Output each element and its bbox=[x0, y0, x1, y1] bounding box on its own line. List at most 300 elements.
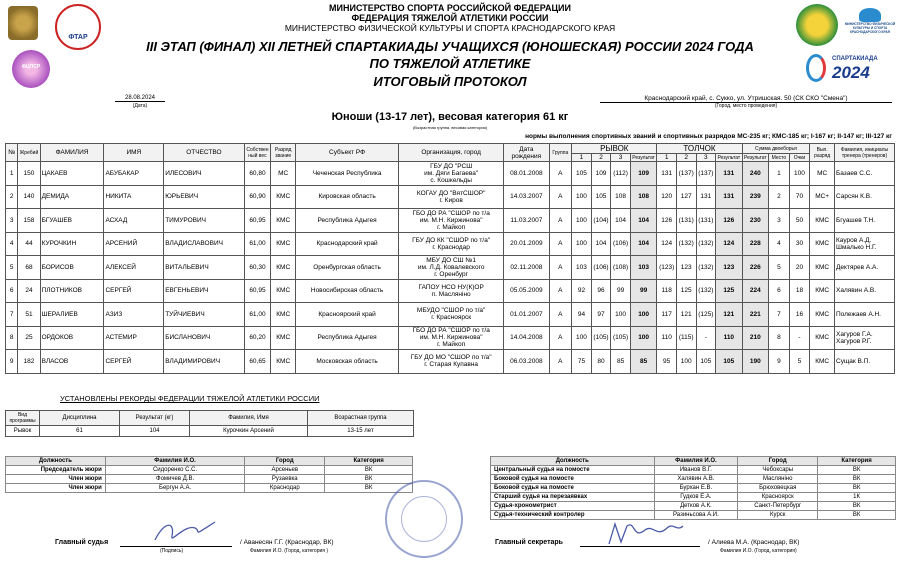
cell-lot: 158 bbox=[18, 209, 40, 233]
jury-right-col-name: Фамилия И.О. bbox=[654, 457, 738, 466]
cell-done: КМС bbox=[810, 326, 835, 350]
cell-group: А bbox=[549, 326, 572, 350]
cell-org-line: им. М.Н. Киржинова" bbox=[419, 334, 483, 342]
cell-points: 5 bbox=[789, 350, 810, 374]
table-row bbox=[6, 350, 895, 374]
record-kind: Рывок bbox=[6, 426, 40, 437]
cell-coach-line: Шмалько Н.Г. bbox=[836, 243, 877, 251]
cell-dob: 14.03.2007 bbox=[504, 185, 549, 209]
cell-cj-1: 118 bbox=[657, 279, 677, 303]
cell-cj-2: 100 bbox=[676, 350, 696, 374]
record-disc: 61 bbox=[40, 426, 120, 437]
jury-name: Халявин А.В. bbox=[654, 475, 738, 484]
cell-cj-result: 126 bbox=[716, 209, 743, 233]
cell-group: А bbox=[549, 256, 572, 280]
cell-region: Московская область bbox=[296, 350, 399, 374]
col-cj-1: 1 bbox=[657, 154, 677, 162]
cell-cj-2: (115) bbox=[676, 326, 696, 350]
jury-left-col-city: Город bbox=[245, 457, 325, 466]
cell-snatch-3: 85 bbox=[611, 350, 631, 374]
cell-cj-1: 110 bbox=[657, 326, 677, 350]
jury-role: Член жюри bbox=[6, 475, 106, 484]
cell-snatch-result: 85 bbox=[630, 350, 657, 374]
cell-rank: МС bbox=[271, 162, 296, 186]
cell-cj-result: 131 bbox=[716, 185, 743, 209]
jury-category: ВК bbox=[818, 511, 896, 520]
jury-left-col-cat: Категория bbox=[325, 457, 413, 466]
cell-done: КМС bbox=[810, 303, 835, 327]
cell-group: А bbox=[549, 209, 572, 233]
cell-snatch-1: 103 bbox=[572, 256, 592, 280]
cell-snatch-result: 104 bbox=[630, 232, 657, 256]
col-region: Субъект РФ bbox=[296, 144, 399, 162]
jury-name: Бергун А.А. bbox=[105, 484, 245, 493]
cell-surname: ШЕРАЛИЕВ bbox=[40, 303, 104, 327]
cell-rank: КМС bbox=[271, 326, 296, 350]
cell-org bbox=[399, 303, 504, 327]
cell-cj-result: 125 bbox=[716, 279, 743, 303]
cell-place: 3 bbox=[769, 209, 790, 233]
cell-region: Оренбургская область bbox=[296, 256, 399, 280]
cell-group: А bbox=[549, 303, 572, 327]
jury-row bbox=[491, 475, 896, 484]
cell-name: АЛЕКСЕЙ bbox=[104, 256, 164, 280]
cell-done: КМС bbox=[810, 232, 835, 256]
cell-cj-3: (131) bbox=[696, 209, 716, 233]
cell-snatch-result: 100 bbox=[630, 326, 657, 350]
jury-row bbox=[491, 502, 896, 511]
cell-cj-2: 121 bbox=[676, 303, 696, 327]
jury-row bbox=[491, 493, 896, 502]
cell-snatch-result: 99 bbox=[630, 279, 657, 303]
col-surname: ФАМИЛИЯ bbox=[40, 144, 104, 162]
cell-points: 16 bbox=[789, 303, 810, 327]
cell-snatch-2: (106) bbox=[591, 256, 611, 280]
col-num: № bbox=[6, 144, 18, 162]
cell-num: 3 bbox=[6, 209, 18, 233]
cell-org bbox=[399, 326, 504, 350]
cell-org-line: им. Дяги Багаева" bbox=[424, 169, 479, 177]
cell-org-line: г. Майкоп bbox=[437, 341, 466, 349]
table-row bbox=[6, 279, 895, 303]
cell-place: 1 bbox=[769, 162, 790, 186]
cell-num: 7 bbox=[6, 303, 18, 327]
jury-row bbox=[6, 475, 413, 484]
cell-name: АЗИЗ bbox=[104, 303, 164, 327]
col-snatch-3: 3 bbox=[611, 154, 631, 162]
cell-rank: КМС bbox=[271, 279, 296, 303]
cell-cj-1: 124 bbox=[657, 232, 677, 256]
cell-coach bbox=[835, 209, 895, 233]
official-stamp bbox=[385, 480, 463, 558]
jury-city: Красноярск bbox=[738, 493, 818, 502]
cell-cj-1: (123) bbox=[657, 256, 677, 280]
cell-done: КМС bbox=[810, 350, 835, 374]
cell-coach-line: Халявин А.В. bbox=[836, 287, 877, 295]
chief-judge-signature bbox=[150, 516, 220, 546]
chief-secretary-name-label: Фамилия И.О. (Город, категория) bbox=[720, 548, 797, 554]
cell-org bbox=[399, 232, 504, 256]
records-col-name: Фамилия, Имя bbox=[190, 411, 308, 426]
col-place: Место bbox=[769, 154, 790, 162]
cell-org-line: ГБУ ДО КК "СШОР по т/а" bbox=[412, 236, 491, 244]
cell-snatch-2: 104 bbox=[591, 232, 611, 256]
cell-snatch-result: 103 bbox=[630, 256, 657, 280]
norms-line: нормы выполнения спортивных званий и спортивных разрядов МС-235 кг; КМС-185 кг; I-167 кг; II-147 кг; III-127 кг bbox=[525, 133, 892, 140]
jury-category: ВК bbox=[818, 466, 896, 475]
cell-patronymic: ЕВГЕНЬЕВИЧ bbox=[164, 279, 244, 303]
cell-done: КМС bbox=[810, 209, 835, 233]
title-line2: ПО ТЯЖЕЛОЙ АТЛЕТИКЕ bbox=[369, 56, 531, 71]
cell-snatch-1: 100 bbox=[572, 209, 592, 233]
spartakiada-logo-year: 2024 bbox=[832, 63, 870, 82]
cell-num: 9 bbox=[6, 350, 18, 374]
cell-snatch-3: 104 bbox=[611, 209, 631, 233]
record-age: 13-15 лет bbox=[308, 426, 414, 437]
cell-snatch-3: (108) bbox=[611, 256, 631, 280]
col-cj: ТОЛЧОК bbox=[657, 144, 742, 154]
chief-judge-label: Главный судья bbox=[55, 539, 109, 546]
header-line1: МИНИСТЕРСТВО СПОРТА РОССИЙСКОЙ ФЕДЕРАЦИИ bbox=[329, 3, 571, 13]
cell-bodyweight: 61,00 bbox=[244, 232, 271, 256]
cell-cj-3: (125) bbox=[696, 303, 716, 327]
cell-name: АСТЕМИР bbox=[104, 326, 164, 350]
cell-dob: 11.03.2007 bbox=[504, 209, 549, 233]
jury-row bbox=[6, 466, 413, 475]
cell-group: А bbox=[549, 279, 572, 303]
cell-patronymic: ИЛЕСОВИЧ bbox=[164, 162, 244, 186]
cell-snatch-result: 108 bbox=[630, 185, 657, 209]
weight-category-label: (Возрастная группа, весовая категория) bbox=[412, 125, 488, 130]
jury-row bbox=[6, 484, 413, 493]
cell-points: 18 bbox=[789, 279, 810, 303]
jury-city: Брюховецкая bbox=[738, 484, 818, 493]
cell-group: А bbox=[549, 350, 572, 374]
col-group: Группа bbox=[549, 144, 572, 162]
cell-region: Новосибирская область bbox=[296, 279, 399, 303]
cell-rank: КМС bbox=[271, 209, 296, 233]
cell-total: 226 bbox=[742, 256, 769, 280]
cell-coach-line: Дектярев А.А. bbox=[836, 263, 879, 271]
col-total-group: Сумма двоеборья bbox=[742, 144, 810, 154]
cell-rank: КМС bbox=[271, 256, 296, 280]
cell-cj-result: 121 bbox=[716, 303, 743, 327]
cell-surname: БГУАШЕВ bbox=[40, 209, 104, 233]
cell-snatch-result: 109 bbox=[630, 162, 657, 186]
cell-rank: КМС bbox=[271, 350, 296, 374]
cell-cj-1: 95 bbox=[657, 350, 677, 374]
table-row bbox=[6, 185, 895, 209]
cell-snatch-3: 100 bbox=[611, 303, 631, 327]
jury-role: Судья-хронометрист bbox=[491, 502, 655, 511]
cell-org bbox=[399, 162, 504, 186]
cell-group: А bbox=[549, 162, 572, 186]
jury-right-table bbox=[490, 456, 896, 520]
ftar-logo-text: ФТАР bbox=[68, 34, 88, 41]
cell-place: 2 bbox=[769, 185, 790, 209]
jury-role: Председатель жюри bbox=[6, 466, 106, 475]
jury-role: Старший судья на перезаявках bbox=[491, 493, 655, 502]
jury-left-col-role: Должность bbox=[6, 457, 106, 466]
chief-secretary-name: / Алиева М.А. (Краснодар, ВК) bbox=[708, 539, 800, 546]
col-org: Организация, город bbox=[399, 144, 504, 162]
jury-city: Арсеньев bbox=[245, 466, 325, 475]
cell-org-line: МБУ ДО СШ №1 bbox=[426, 256, 477, 264]
cell-done: МС bbox=[810, 162, 835, 186]
cell-org-line: ГАПОУ НСО НУ(К)ОР bbox=[418, 283, 484, 291]
jury-city: Курск bbox=[738, 511, 818, 520]
col-cj-2: 2 bbox=[676, 154, 696, 162]
cell-num: 6 bbox=[6, 279, 18, 303]
jury-name: Гудков Е.А. bbox=[654, 493, 738, 502]
cell-rank: КМС bbox=[271, 303, 296, 327]
cell-name: НИКИТА bbox=[104, 185, 164, 209]
cell-dob: 02.11.2008 bbox=[504, 256, 549, 280]
cell-coach-line: Бгуашев Т.Н. bbox=[836, 216, 876, 224]
col-coach: Фамилия, инициалы тренера (тренеров) bbox=[835, 144, 895, 162]
cell-cj-result: 105 bbox=[716, 350, 743, 374]
jury-role: Боковой судья на помосте bbox=[491, 475, 655, 484]
jury-role: Центральный судья на помосте bbox=[491, 466, 655, 475]
record-name: Курочкин Арсений bbox=[190, 426, 308, 437]
jury-role: Судья-технический контролер bbox=[491, 511, 655, 520]
cell-bodyweight: 61,00 bbox=[244, 303, 271, 327]
fcpsr-logo-text: ФЦПСР bbox=[21, 64, 41, 70]
cell-lot: 182 bbox=[18, 350, 40, 374]
cell-dob: 20.01.2009 bbox=[504, 232, 549, 256]
cell-org-line: г. Красноярск bbox=[431, 314, 472, 322]
cell-group: А bbox=[549, 232, 572, 256]
col-snatch-result: Результат bbox=[632, 154, 655, 161]
records-col-result: Результат (кг) bbox=[120, 411, 190, 426]
cell-surname: ЦАКАЕВ bbox=[40, 162, 104, 186]
records-col-age: Возрастная группа bbox=[308, 411, 414, 426]
cell-points: 30 bbox=[789, 232, 810, 256]
cell-coach-line: Хагуров Г.А. bbox=[836, 330, 873, 338]
cell-patronymic: ВИТАЛЬЕВИЧ bbox=[164, 256, 244, 280]
cell-org-line: г. Старая Купавна bbox=[424, 361, 479, 369]
cell-patronymic: ТУЙЧИЕВИЧ bbox=[164, 303, 244, 327]
cell-snatch-1: 92 bbox=[572, 279, 592, 303]
cell-snatch-1: 100 bbox=[572, 326, 592, 350]
jury-city: Рузаевка bbox=[245, 475, 325, 484]
col-cj-result: Результат bbox=[717, 154, 741, 161]
cell-done: КМС bbox=[810, 256, 835, 280]
jury-category: ВК bbox=[325, 484, 413, 493]
cell-snatch-1: 94 bbox=[572, 303, 592, 327]
jury-city: Санкт-Петербург bbox=[738, 502, 818, 511]
cell-surname: БОРИСОВ bbox=[40, 256, 104, 280]
cell-org-line: ГБО ДО РА "СШОР по т/а bbox=[412, 209, 490, 217]
cell-snatch-result: 104 bbox=[630, 209, 657, 233]
chief-judge-sign-line bbox=[120, 546, 232, 547]
records-title: УСТАНОВЛЕНЫ РЕКОРДЫ ФЕДЕРАЦИИ ТЯЖЕЛОЙ АТЛЕТИКИ РОССИИ bbox=[60, 394, 320, 403]
cell-snatch-1: 105 bbox=[572, 162, 592, 186]
weight-category: Юноши (13-17 лет), весовая категория 61 кг bbox=[331, 111, 569, 123]
cell-org-line: им. Л.Д. Ковалевского bbox=[417, 263, 485, 271]
cell-snatch-1: 75 bbox=[572, 350, 592, 374]
col-lot: Жребий bbox=[18, 144, 40, 162]
cell-snatch-2: 105 bbox=[591, 185, 611, 209]
cell-org bbox=[399, 209, 504, 233]
cell-lot: 24 bbox=[18, 279, 40, 303]
col-snatch-1: 1 bbox=[572, 154, 592, 162]
cell-rank: КМС bbox=[271, 185, 296, 209]
cell-rank: КМС bbox=[271, 232, 296, 256]
jury-city: Чебоксары bbox=[738, 466, 818, 475]
cell-place: 6 bbox=[769, 279, 790, 303]
cell-num: 5 bbox=[6, 256, 18, 280]
cell-cj-2: (137) bbox=[676, 162, 696, 186]
cell-coach bbox=[835, 326, 895, 350]
cell-region: Краснодарский край bbox=[296, 232, 399, 256]
cell-cj-2: 127 bbox=[676, 185, 696, 209]
cell-group: А bbox=[549, 185, 572, 209]
cell-points: - bbox=[789, 326, 810, 350]
cell-cj-result: 131 bbox=[716, 162, 743, 186]
jury-right-col-role: Должность bbox=[491, 457, 655, 466]
cell-org-line: МБУДО "СШОР по т/а" bbox=[416, 307, 486, 315]
cell-cj-3: 105 bbox=[696, 350, 716, 374]
cell-snatch-result: 100 bbox=[630, 303, 657, 327]
cell-surname: ПЛОТНИКОВ bbox=[40, 279, 104, 303]
cell-lot: 68 bbox=[18, 256, 40, 280]
table-row bbox=[6, 209, 895, 233]
cell-surname: ОРДОКОВ bbox=[40, 326, 104, 350]
cell-coach bbox=[835, 350, 895, 374]
cell-snatch-3: (105) bbox=[611, 326, 631, 350]
cell-org-line: г. Киров bbox=[439, 196, 463, 204]
title-line3: ИТОГОВЫЙ ПРОТОКОЛ bbox=[373, 74, 527, 89]
jury-category: ВК bbox=[818, 484, 896, 493]
table-row bbox=[6, 326, 895, 350]
chief-secretary-signature bbox=[605, 518, 685, 548]
cell-coach-line: Полежаев А.Н. bbox=[836, 310, 881, 318]
col-cj-3: 3 bbox=[696, 154, 716, 162]
col-rank: Разряд звание bbox=[271, 144, 296, 162]
cell-org-line: ГБУ ДО МО "СШОР по т/а" bbox=[410, 354, 492, 362]
cell-snatch-3: 99 bbox=[611, 279, 631, 303]
cell-coach bbox=[835, 279, 895, 303]
cell-cj-1: 117 bbox=[657, 303, 677, 327]
cell-org bbox=[399, 350, 504, 374]
cell-lot: 44 bbox=[18, 232, 40, 256]
records-table bbox=[5, 410, 414, 437]
jury-role: Член жюри bbox=[6, 484, 106, 493]
cell-patronymic: ТИМУРОВИЧ bbox=[164, 209, 244, 233]
cell-org bbox=[399, 279, 504, 303]
cell-cj-1: 131 bbox=[657, 162, 677, 186]
cell-org-line: г. Майкоп bbox=[437, 223, 466, 231]
cell-lot: 25 bbox=[18, 326, 40, 350]
cell-org-line: им. М.Н. Киржинова" bbox=[419, 216, 483, 224]
table-row bbox=[6, 232, 895, 256]
cell-region: Республика Адыгея bbox=[296, 326, 399, 350]
jury-name: Сидоренко С.С. bbox=[105, 466, 245, 475]
cell-patronymic: ЮРЬЕВИЧ bbox=[164, 185, 244, 209]
header-line2: ФЕДЕРАЦИЯ ТЯЖЕЛОЙ АТЛЕТИКИ РОССИИ bbox=[351, 13, 549, 23]
cell-total: 230 bbox=[742, 209, 769, 233]
cell-name: АСХАД bbox=[104, 209, 164, 233]
jury-role: Боковой судья на помосте bbox=[491, 484, 655, 493]
cell-bodyweight: 60,90 bbox=[244, 185, 271, 209]
cell-coach-line: Сарсян К.В. bbox=[836, 193, 872, 201]
cell-place: 9 bbox=[769, 350, 790, 374]
chief-secretary-label: Главный секретарь bbox=[495, 539, 563, 546]
cell-cj-3: (132) bbox=[696, 279, 716, 303]
cell-place: 4 bbox=[769, 232, 790, 256]
cell-place: 5 bbox=[769, 256, 790, 280]
cell-total: 240 bbox=[742, 162, 769, 186]
cell-patronymic: БИСЛАНОВИЧ bbox=[164, 326, 244, 350]
cell-lot: 51 bbox=[18, 303, 40, 327]
header-line3: МИНИСТЕРСТВО ФИЗИЧЕСКОЙ КУЛЬТУРЫ И СПОРТА КРАСНОДАРСКОГО КРАЯ bbox=[284, 23, 616, 33]
cell-lot: 140 bbox=[18, 185, 40, 209]
cell-done: МС+ bbox=[810, 185, 835, 209]
chief-judge-sign-label: (Подпись) bbox=[160, 548, 184, 554]
cell-lot: 150 bbox=[18, 162, 40, 186]
cell-snatch-1: 100 bbox=[572, 185, 592, 209]
chief-judge-name: / Аванесян Г.Г. (Краснодар, ВК) bbox=[240, 539, 334, 546]
protocol-date: 28.08.2024 bbox=[115, 95, 165, 102]
cell-coach bbox=[835, 303, 895, 327]
jury-name: Фомичев Д.В. bbox=[105, 475, 245, 484]
cell-done: КМС bbox=[810, 279, 835, 303]
cell-coach bbox=[835, 232, 895, 256]
records-col-kind: Вид программы bbox=[6, 411, 40, 426]
cell-cj-3: 131 bbox=[696, 185, 716, 209]
table-row bbox=[6, 256, 895, 280]
cell-num: 2 bbox=[6, 185, 18, 209]
cell-cj-2: 123 bbox=[676, 256, 696, 280]
col-snatch: РЫВОК bbox=[572, 144, 657, 154]
cell-snatch-2: 96 bbox=[591, 279, 611, 303]
jury-name: Разиньсова А.И. bbox=[654, 511, 738, 520]
cell-snatch-3: 108 bbox=[611, 185, 631, 209]
col-bodyweight: Собствен ный вес bbox=[244, 144, 271, 162]
cell-cj-2: (131) bbox=[676, 209, 696, 233]
cell-cj-result: 123 bbox=[716, 256, 743, 280]
cell-org-line: п. Масляніно bbox=[431, 290, 471, 298]
jury-city: Краснодар bbox=[245, 484, 325, 493]
cell-snatch-2: 109 bbox=[591, 162, 611, 186]
cell-num: 1 bbox=[6, 162, 18, 186]
results-table bbox=[5, 143, 895, 374]
cell-snatch-1: 100 bbox=[572, 232, 592, 256]
jury-name: Бурхан Е.В. bbox=[654, 484, 738, 493]
cell-cj-1: 120 bbox=[657, 185, 677, 209]
cell-num: 8 bbox=[6, 326, 18, 350]
col-total-result: Результат bbox=[743, 154, 767, 161]
cell-total: 224 bbox=[742, 279, 769, 303]
cell-bodyweight: 60,95 bbox=[244, 279, 271, 303]
protocol-date-label: (Дата) bbox=[132, 103, 148, 109]
cell-cj-1: 126 bbox=[657, 209, 677, 233]
cell-cj-result: 124 bbox=[716, 232, 743, 256]
col-name: ИМЯ bbox=[104, 144, 164, 162]
chief-judge-name-label: Фамилия И.О. (Город, категория ) bbox=[250, 548, 329, 554]
cell-cj-3: (137) bbox=[696, 162, 716, 186]
cell-points: 70 bbox=[789, 185, 810, 209]
jury-right-col-city: Город bbox=[738, 457, 818, 466]
col-snatch-2: 2 bbox=[591, 154, 611, 162]
cell-name: СЕРГЕЙ bbox=[104, 350, 164, 374]
title-line1: III ЭТАП (ФИНАЛ) XII ЛЕТНЕЙ СПАРТАКИАДЫ УЧАЩИХСЯ (ЮНОШЕСКАЯ) РОССИИ 2024 ГОДА bbox=[146, 39, 754, 54]
cell-region: Республика Адыгея bbox=[296, 209, 399, 233]
cell-dob: 01.01.2007 bbox=[504, 303, 549, 327]
cell-dob: 08.01.2008 bbox=[504, 162, 549, 186]
ministry-logo-text: МИНИСТЕРСТВО ФИЗИЧЕСКОЙ КУЛЬТУРЫ И СПОРТА КРАСНОДАРСКОГО КРАЯ bbox=[844, 22, 896, 34]
